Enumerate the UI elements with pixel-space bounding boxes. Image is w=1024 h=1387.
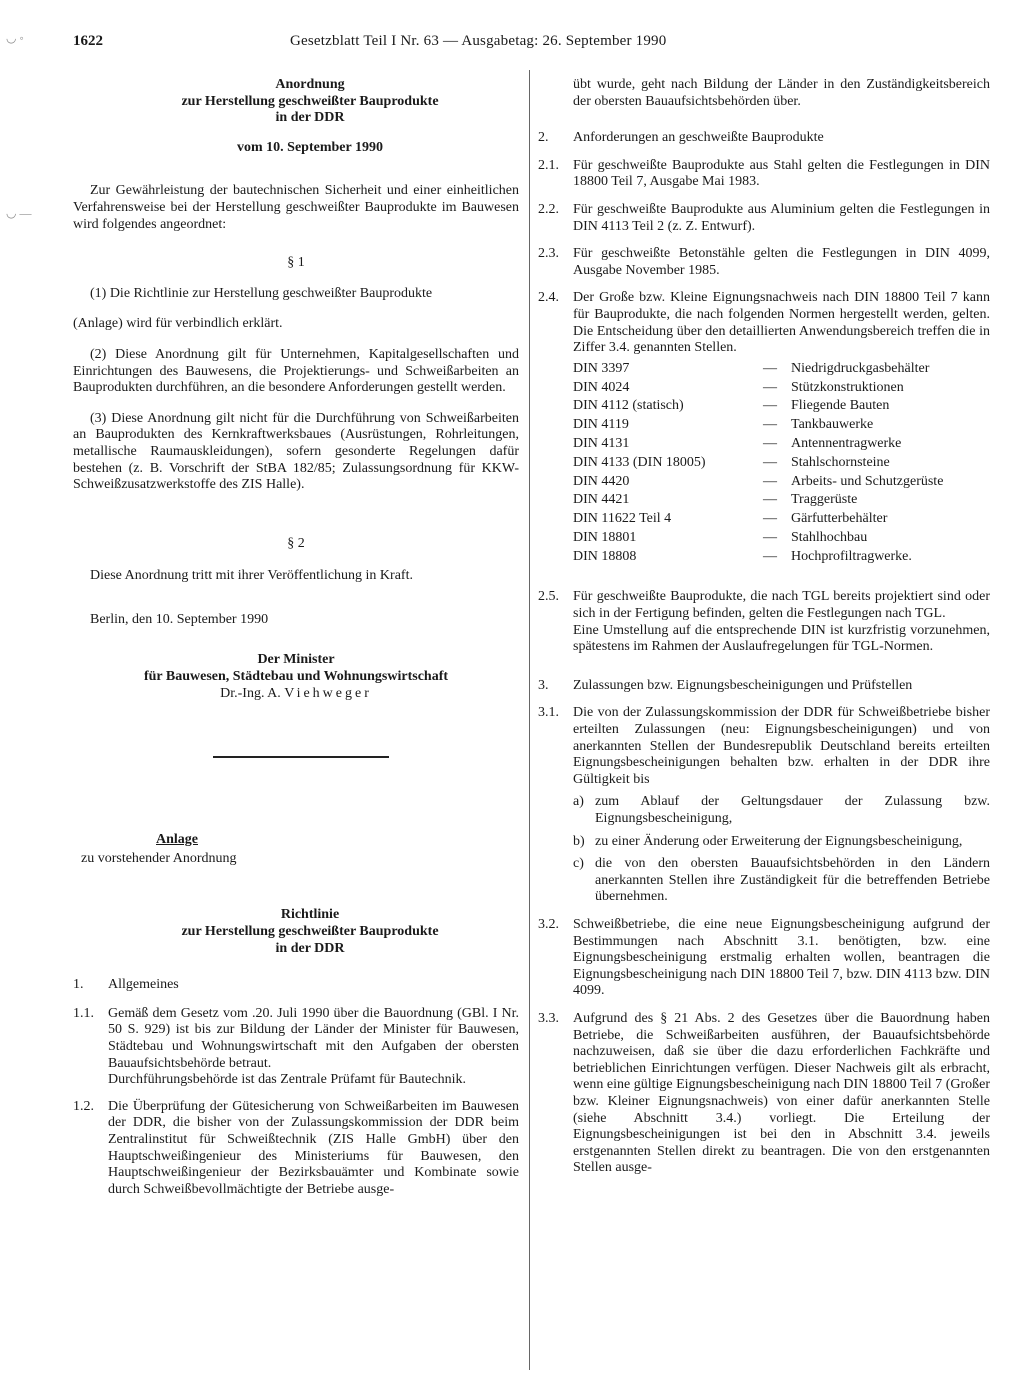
din-description: Gärfutterbehälter <box>791 511 888 527</box>
section-number: 1. <box>73 977 84 993</box>
section-number: 2.3. <box>538 246 559 262</box>
item-text: die von den obersten Bauaufsichtsbehörden in den Ländern anerkannten Stellen ihre Zuständigkeit für die betreffenden Betriebe übernehmen. <box>595 856 990 905</box>
continued-text: übt wurde, geht nach Bildung der Länder in den Zuständigkeitsbereich der obersten Bauaufsichtsbehörden über. <box>573 77 990 109</box>
section-text: Für geschweißte Bauprodukte aus Stahl gelten die Festlegungen in DIN 18800 Teil 7, Ausgabe Mai 1983. <box>573 157 990 190</box>
title-line: Richtlinie <box>280 907 340 923</box>
section-text: Für geschweißte Bauprodukte aus Aluminium gelten die Festlegungen in DIN 4113 Teil 2 (z. Z. Entwurf). <box>573 201 990 234</box>
annex-label: Anlage <box>156 832 198 848</box>
item-3-1-c <box>573 856 990 906</box>
din-dash: — <box>763 529 777 545</box>
table-row <box>573 455 990 474</box>
din-dash: — <box>763 417 777 433</box>
section-1-heading: § 1 <box>287 255 305 271</box>
section-number: 3. <box>538 677 549 693</box>
section-text: Die Überprüfung der Gütesicherung von Schweißarbeiten im Bauwesen der DDR, die bisher von der Zulassungskommission der DDR beim Zentralinstitut für Schweißtechnik (ZIS Halle GmbH) über den Hauptschweißingenieur des Ministeriums für Bauwesen, den Hauptschweißingenieur der Bezirksbauämter und Kombinate sowie durch Schweißbevollmächtigte der Betriebe ausge- <box>108 1098 519 1197</box>
section-number: 2. <box>538 130 549 146</box>
ordinance-title <box>101 77 519 127</box>
section-2-heading: § 2 <box>287 535 305 551</box>
section-2-1 <box>538 158 990 191</box>
gazette-header-title: Gesetzblatt Teil I Nr. 63 — Ausgabetag: 26. September 1990 <box>290 33 667 49</box>
din-description: Stahlhochbau <box>791 529 868 545</box>
title-line: in der DDR <box>275 110 345 126</box>
title-line: in der DDR <box>275 940 345 956</box>
section-number: 3.2. <box>538 916 559 932</box>
title-line: zur Herstellung geschweißter Bauprodukte <box>181 924 439 940</box>
section-number: 3.3. <box>538 1010 559 1026</box>
section-2-4 <box>538 290 990 356</box>
item-text: zum Ablauf der Geltungsdauer der Zulassung bzw. Eignungsbescheinigung, <box>595 794 990 827</box>
section-text: Aufgrund des § 21 Abs. 2 des Gesetzes über die Bauordnung haben Betriebe, die Schweißarbeiten ausführen, der Bauaufsichtsbehörde nachzuweisen, daß sie über die dazu erforderlichen Fachkräfte und betrieblichen Einrichtungen verfügen. Dieser Nachweis gilt als erbracht, wenn eine gültige Eignungsbescheinigung nach DIN 18800 Teil 7 (Großer bzw. Kleiner Eignungsnachweis) von einer dafür anerkannten Stelle (siehe Abschnitt 3.4.) vorliegt. Die Erteilung der Eignungsbescheinigungen ist bei den in Abschnitt 3.4. jeweils erstgenannten Stellen direkt zu beantragen. Die von den erstgenannten Stellen ausge- <box>573 1010 990 1176</box>
section-text: Der Große bzw. Kleine Eignungsnachweis nach DIN 18800 Teil 7 kann für Bauprodukte, die nach folgenden Normen hergestellt werden, gelten. Die Entscheidung über den detaillierten Anwendungsbereich treffen die in Ziffer 3.4. genannten Stellen. <box>573 290 990 356</box>
table-row <box>573 530 990 549</box>
din-description: Niedrigdruckgasbehälter <box>791 360 930 376</box>
section-number: 2.1. <box>538 157 559 173</box>
section-number: 2.5. <box>538 589 559 605</box>
section-1-2 <box>73 1099 519 1199</box>
section-3 <box>538 678 990 695</box>
section-3-2 <box>538 917 990 1000</box>
section-2 <box>538 130 990 147</box>
section-text: Für geschweißte Bauprodukte, die nach TGL bereits projektiert sind oder sich in der Fertigung befinden, gelten die Festlegungen nach TGL. <box>573 589 990 622</box>
din-code: DIN 18801 <box>573 529 637 545</box>
table-row <box>573 361 990 380</box>
section-title: Zulassungen bzw. Eignungsbescheinigungen und Prüfstellen <box>573 677 913 693</box>
section-3-1 <box>538 705 990 788</box>
section-2-3 <box>538 246 990 279</box>
din-code: DIN 4421 <box>573 492 630 508</box>
section-number: 1.2. <box>73 1098 94 1114</box>
din-code: DIN 4024 <box>573 379 630 395</box>
din-code: DIN 4112 (statisch) <box>573 398 684 414</box>
page-number: 1622 <box>73 33 103 49</box>
din-dash: — <box>763 379 777 395</box>
horizontal-rule <box>213 756 389 758</box>
table-row <box>573 474 990 493</box>
item-3-1-a <box>573 794 990 827</box>
section-title: Allgemeines <box>108 977 179 993</box>
signer-title-line: Der Minister <box>257 652 335 668</box>
section-number: 2.2. <box>538 201 559 217</box>
din-dash: — <box>763 398 777 414</box>
paragraph-1b: (Anlage) wird für verbindlich erklärt. <box>73 316 283 332</box>
item-letter: a) <box>573 794 584 810</box>
din-dash: — <box>763 511 777 527</box>
table-row <box>573 492 990 511</box>
title-line: Anordnung <box>275 77 345 92</box>
paragraph-3: (3) Diese Anordnung gilt nicht für die Durchführung von Schweißarbeiten an Bauprodukten des Kernkraftwerksbaues (Ausrüstungen, Rohrleitungen, metallische Raumauskleidungen), sofern gesonderte Regelungen dafür bestehen (z. B. Vorschrift der StBA 182/85; Zulassungsordnung für KKW-Schweißzusatzwerkstoffe des ZIS Halle). <box>73 410 519 493</box>
signer-title-line: für Bauwesen, Städtebau und Wohnungswirtschaft <box>143 669 449 685</box>
signer-surname: Viehweger <box>284 685 372 701</box>
right-column <box>538 77 990 1177</box>
din-description: Tankbauwerke <box>791 417 874 433</box>
section-text: Für geschweißte Betonstähle gelten die Festlegungen in DIN 4099, Ausgabe November 1985. <box>573 246 990 278</box>
section-3-3 <box>538 1011 990 1177</box>
item-text: zu einer Änderung oder Erweiterung der Eignungsbescheinigung, <box>595 833 963 849</box>
din-description: Stützkonstruktionen <box>791 379 904 395</box>
item-letter: b) <box>573 833 585 849</box>
section-1-1 <box>73 1006 519 1089</box>
item-letter: c) <box>573 856 584 872</box>
din-code: DIN 3397 <box>573 360 630 376</box>
margin-mark: ◡ — <box>6 206 32 220</box>
table-row <box>573 417 990 436</box>
section-2-5 <box>538 589 990 655</box>
paragraph-2: (2) Diese Anordnung gilt für Unternehmen, Kapitalgesellschaften und Einrichtungen des Bauwesens, die Projektierungs- und Schweißarbeiten an Bauprodukten durchführen, an die besondere Anforderungen gestellt werden. <box>73 346 519 396</box>
section-number: 2.4. <box>538 290 559 306</box>
signer-title <box>73 652 519 685</box>
table-row <box>573 436 990 455</box>
place-date: Berlin, den 10. September 1990 <box>90 611 269 627</box>
section-title: Anforderungen an geschweißte Bauprodukte <box>573 130 824 146</box>
din-code: DIN 4133 (DIN 18005) <box>573 454 706 470</box>
table-row <box>573 380 990 399</box>
signer-name <box>73 686 519 703</box>
margin-mark: ◡ ◦ <box>6 31 24 45</box>
ordinance-date: vom 10. September 1990 <box>237 139 383 155</box>
din-description: Antennentragwerke <box>791 435 902 451</box>
section-text: Eine Umstellung auf die entsprechende DIN ist kurzfristig vorzunehmen, spätestens im Rahmen der Auslaufregelungen für TGL-Normen. <box>573 622 990 655</box>
section-2-2 <box>538 202 990 235</box>
din-description: Arbeits- und Schutzgerüste <box>791 473 944 489</box>
section-text: Durchführungsbehörde ist das Zentrale Prüfamt für Bautechnik. <box>108 1072 467 1088</box>
din-dash: — <box>763 492 777 508</box>
din-dash: — <box>763 435 777 451</box>
paragraph-4: Diese Anordnung tritt mit ihrer Veröffentlichung in Kraft. <box>90 568 413 584</box>
table-row <box>573 398 990 417</box>
table-row <box>573 549 990 568</box>
din-code: DIN 4131 <box>573 435 630 451</box>
din-description: Hochprofiltragwerke. <box>791 548 912 564</box>
din-code: DIN 4119 <box>573 417 629 433</box>
title-line: zur Herstellung geschweißter Bauprodukte <box>181 93 439 109</box>
section-number: 1.1. <box>73 1005 94 1021</box>
din-code: DIN 18808 <box>573 548 637 564</box>
section-text: Schweißbetriebe, die eine neue Eignungsbescheinigung aufgrund der Bestimmungen nach Abschnitt 3.1. benötigten, bzw. eine Eignungsbescheinigung erstmalig erhalten wollen, beantragen die Eignungsbescheinigung nach DIN 18800 Teil 7, bzw. DIN 4113 bzw. DIN 4099. <box>573 916 990 999</box>
din-code: DIN 4420 <box>573 473 630 489</box>
column-divider <box>529 70 530 1370</box>
annex-subtitle: zu vorstehender Anordnung <box>81 850 237 866</box>
preamble: Zur Gewährleistung der bautechnischen Sicherheit und einer einheitlichen Verfahrensweise bei der Herstellung geschweißter Bauprodukte im Bauwesen wird folgendes angeordnet: <box>73 183 519 232</box>
section-text: Die von der Zulassungskommission der DDR für Schweißbetriebe bisher erteilten Zulassungen (neu: Eignungsbescheinigungen) und von anerkannten Stellen der Bundesrepublik Deutschland bereits erteilten Eignungsbescheinigungen behalten bzw. erhalten in der DDR ihre Gültigkeit bis <box>573 705 990 787</box>
din-standards-table <box>573 361 990 568</box>
paragraph-1a: (1) Die Richtlinie zur Herstellung geschweißter Bauprodukte <box>90 285 433 301</box>
signer-prefix: Dr.-Ing. A. <box>220 685 281 701</box>
din-code: DIN 11622 Teil 4 <box>573 511 672 527</box>
page-header <box>73 33 993 55</box>
section-number: 3.1. <box>538 705 559 721</box>
din-description: Stahlschornsteine <box>791 454 890 470</box>
din-dash: — <box>763 548 777 564</box>
din-description: Traggerüste <box>791 492 858 508</box>
din-description: Fliegende Bauten <box>791 398 890 414</box>
din-dash: — <box>763 360 777 376</box>
din-dash: — <box>763 454 777 470</box>
item-3-1-b <box>573 834 990 851</box>
left-column <box>73 77 519 1198</box>
table-row <box>573 511 990 530</box>
section-text: Gemäß dem Gesetz vom .20. Juli 1990 über die Bauordnung (GBl. I Nr. 50 S. 929) ist bis zur Bildung der Länder der Minister für Bauwesen, Städtebau und Wohnungswirtschaft mit den Aufgaben der obersten Bauaufsichtsbehörde betraut. <box>108 1005 519 1071</box>
din-dash: — <box>763 473 777 489</box>
guideline-title <box>101 907 519 957</box>
section-1 <box>73 977 519 994</box>
